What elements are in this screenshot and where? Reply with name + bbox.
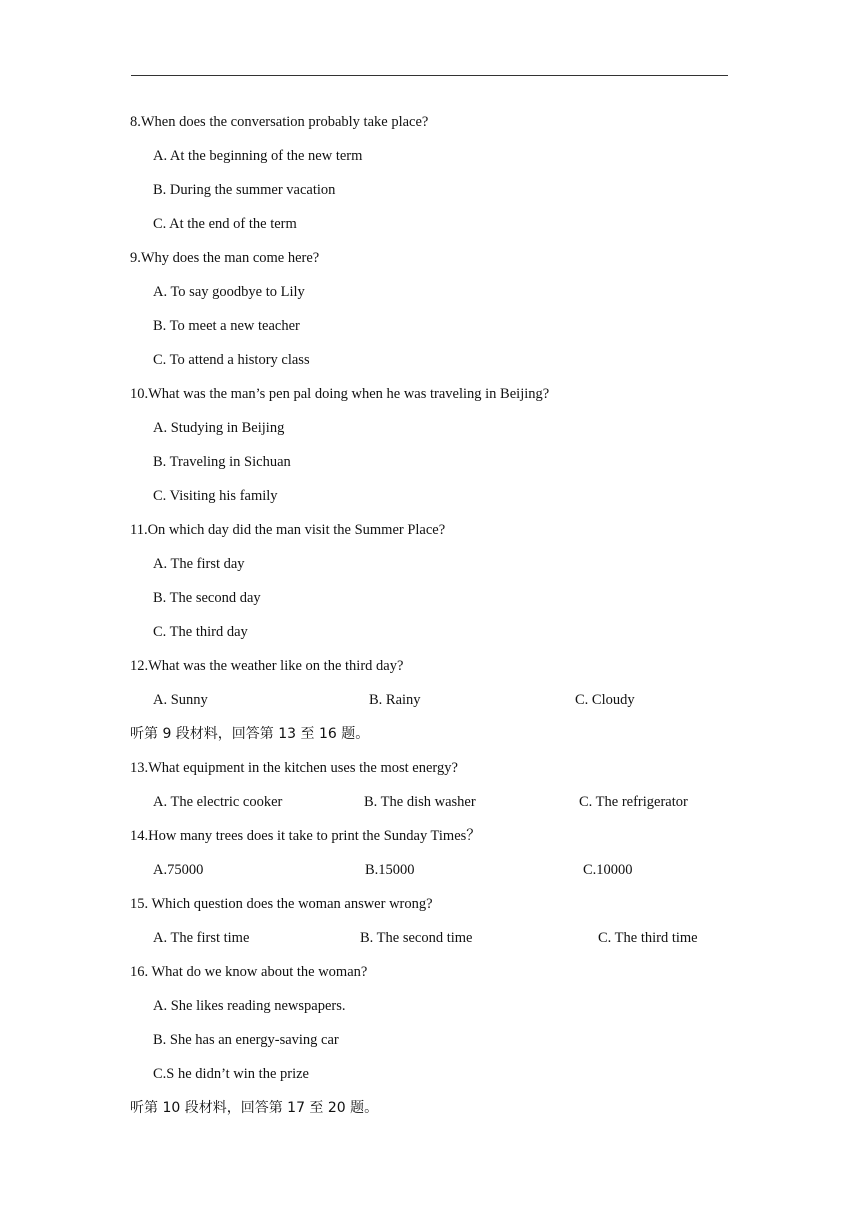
option-9b: B. To meet a new teacher <box>153 318 300 334</box>
option-12a: A. Sunny <box>153 692 208 708</box>
option-8a: A. At the beginning of the new term <box>153 148 363 164</box>
option-16b: B. She has an energy-saving car <box>153 1032 339 1048</box>
option-15a: A. The first time <box>153 930 250 946</box>
option-15c: C. The third time <box>598 930 698 946</box>
option-10c: C. Visiting his family <box>153 488 278 504</box>
option-9a: A. To say goodbye to Lily <box>153 284 305 300</box>
question-9: 9.Why does the man come here? <box>130 250 320 266</box>
option-14a: A.75000 <box>153 862 204 878</box>
options-row-14 <box>130 858 730 892</box>
option-15b: B. The second time <box>360 930 473 946</box>
section-instruction-10: 听第 10 段材料，回答第 17 至 20 题。 <box>130 1100 379 1116</box>
option-9c: C. To attend a history class <box>153 352 310 368</box>
option-14c: C.10000 <box>583 862 633 878</box>
option-8c: C. At the end of the term <box>153 216 297 232</box>
options-row-12 <box>130 688 730 722</box>
option-11c: C. The third day <box>153 624 248 640</box>
question-14: 14.How many trees does it take to print the Sunday Times？ <box>130 828 481 844</box>
option-13b: B. The dish washer <box>364 794 476 810</box>
options-row-15 <box>130 926 730 960</box>
option-10b: B. Traveling in Sichuan <box>153 454 291 470</box>
option-11b: B. The second day <box>153 590 261 606</box>
question-list <box>130 110 730 1130</box>
header-rule <box>131 75 728 76</box>
option-16c: C.S he didn’t win the prize <box>153 1066 309 1082</box>
option-8b: B. During the summer vacation <box>153 182 336 198</box>
option-10a: A. Studying in Beijing <box>153 420 285 436</box>
section-instruction-9: 听第 9 段材料，回答第 13 至 16 题。 <box>130 726 370 742</box>
question-8: 8.When does the conversation probably take place? <box>130 114 429 130</box>
option-16a: A. She likes reading newspapers. <box>153 998 346 1014</box>
option-14b: B.15000 <box>365 862 415 878</box>
options-row-13 <box>130 790 730 824</box>
question-16: 16. What do we know about the woman? <box>130 964 368 980</box>
option-11a: A. The first day <box>153 556 245 572</box>
option-13c: C. The refrigerator <box>579 794 688 810</box>
question-10: 10.What was the man’s pen pal doing when he was traveling in Beijing? <box>130 386 550 402</box>
option-12c: C. Cloudy <box>575 692 635 708</box>
question-13: 13.What equipment in the kitchen uses the most energy? <box>130 760 458 776</box>
question-12: 12.What was the weather like on the third day? <box>130 658 404 674</box>
option-12b: B. Rainy <box>369 692 421 708</box>
question-11: 11.On which day did the man visit the Summer Place? <box>130 522 446 538</box>
option-13a: A. The electric cooker <box>153 794 283 810</box>
question-15: 15. Which question does the woman answer wrong? <box>130 896 433 912</box>
